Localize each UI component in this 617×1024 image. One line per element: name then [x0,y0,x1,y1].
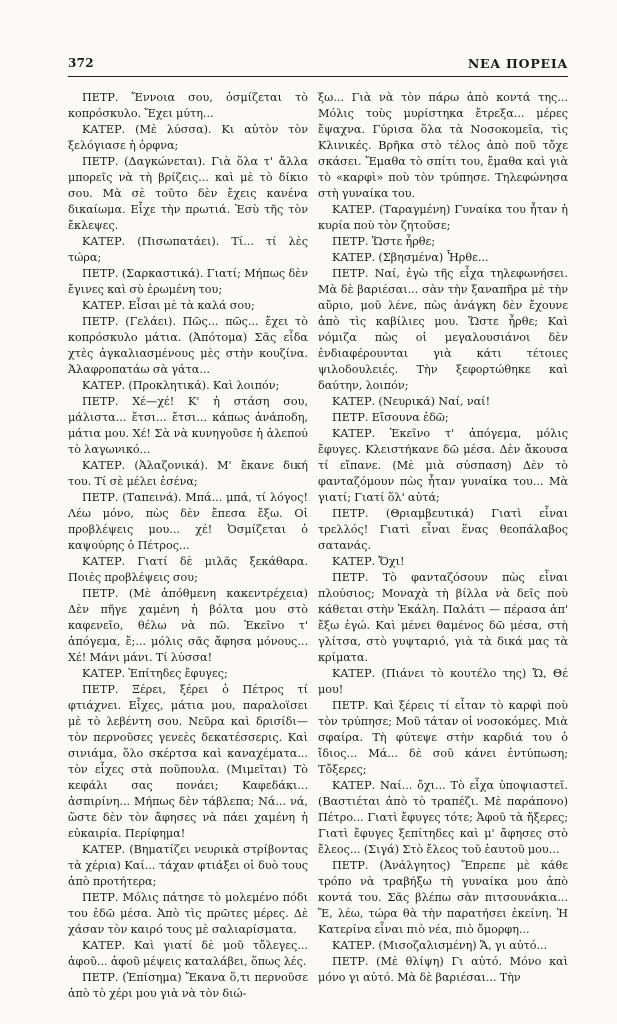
right-column [318,90,568,986]
dialogue-paragraph: ξω... Γιὰ νὰ τὸν πάρω ἀπὸ κοντά της... Μόλις τοὺς μυρίστηκα ἔτρεξα... μέρες ἔψαχνα. Γύρισα ὅλα τὰ Νοσοκομεῖα, τὶς Κλινικές. Βρῆκα στὸ τέλος ἀπὸ ποῦ τὄχε σκάσει. Ἔμαθα τὸ σπίτι του, ἔμαθα καὶ γιὰ τὸ «καρφὶ» ποὺ τὸν τρύπησε. Τηλεφώνησα στὴ γυναίκα του. [318,91,568,200]
dialogue-paragraph: ΠΕΤΡ. (Ἀνάλγητος) Ἔπρεπε μὲ κάθε τρόπο νὰ τραβήξω τὴ γυναίκα μου ἀπὸ κοντά του. Σᾶς βλέπω σὰν πιτσουνάκια... Ἔ, λέω, τώρα θὰ τὴν παρατήσει ἐκείνη. Ἡ Κατερίνα εἶναι πιὸ νέα, πιὸ ὄμορφη... [318,859,568,936]
dialogue-paragraph: ΠΕΤΡ. (Μὲ ἀπόθμενη κακεντρέχεια) Δὲν πῆγε χαμένη ἡ βόλτα μου στὸ καφενεῖο, θέλω νὰ πῶ. Ἐκεῖνο τ' ἀπόγεμα, ἔ;... μόλις σᾶς ἄφησα μόνους... Χέ! Μάνι μάνι. Τί λύσσα! [68,587,308,664]
dialogue-paragraph: ΚΑΤΕΡ. (Βηματίζει νευρικὰ στρίβοντας τὰ χέρια) Καί... τάχαν φτιάξει οἱ δυὸ τους ἀπὸ προτήτερα; [68,843,308,888]
left-column [68,90,308,1002]
dialogue-paragraph: ΚΑΤΕΡ. (Νευρικά) Ναί, ναί! [332,395,491,408]
dialogue-paragraph: ΚΑΤΕΡ. (Μισοζαλισμένη) Ἄ, γι αὐτό... [332,939,548,952]
dialogue-paragraph: ΚΑΤΕΡ. Ἐκεῖνο τ' ἀπόγεμα, μόλις ἔφυγες. Κλειστήκανε δῶ μέσα. Δὲν ἄκουσα τί εἴπανε. (Μὲ μιὰ σύσπαση) Δὲν τὸ φανταζόμουν πὼς ἦταν γυναίκα του... Μὰ γιατί; Γιατί ὅλ' αὐτά; [318,427,568,504]
dialogue-paragraph: ΠΕΤΡ. (Γελάει). Πῶς... πῶς... ἔχει τὸ κοπρόσκυλο μάτια. (Ἀπότομα) Σᾶς εἶδα χτὲς ἀγκαλιασμένους μὲς στὴν κουζίνα. Ἀλαφροπατάω σὰ γάτα... [68,315,308,376]
page-number: 372 [68,56,94,70]
dialogue-paragraph: ΚΑΤΕΡ. (Σβησμένα) Ἦρθε... [332,251,489,264]
dialogue-paragraph: ΚΑΤΕΡ. (Μὲ λύσσα). Κι αὐτὸν τὸν ξελόγιασε ἡ ὀρφνα; [68,123,308,152]
dialogue-paragraph: ΠΕΤΡ. (Σαρκαστικά). Γιατί; Μήπως δὲν ἔγινες καὶ σὺ ἐρωμένη του; [68,267,308,296]
dialogue-paragraph: ΠΕΤΡ. (Μὲ θλίψη) Γι αὐτό. Μόνο καὶ μόνο γι αὐτό. Μὰ δὲ βαριέσαι... Τὴν [318,955,568,984]
dialogue-paragraph: ΠΕΤΡ. Ξέρει, ξέρει ὁ Πέτρος τί φτιάχνει. Εἶχες, μάτια μου, παραλοϊσει μὲ τὸ λεβέντη σου. Νεῦρα καὶ δρισίδι—τὸν περνοῦσες γενεὲς δεκατέσσερις. Καὶ σινιάμα, ὅλο σκέρτσα καὶ καναχέματα... τὸν εἶχες στὰ ποῦπουλα. (Μιμεῖται) Τὸ κεφάλι σας πονάει; Καφεδάκι... ἀσπιρίνη... Μήπως δὲν τάβλεπα; Νά... νά, ὥστε δὲν τὸν ἄφησες νὰ πάει χαμένη ἡ εὐκαιρία. Περίφημα! [68,683,308,840]
dialogue-paragraph: ΠΕΤΡ. Ἔννοια σου, ὀσμίζεται τὸ κοπρόσκυλο. Ἔχει μύτη... [68,91,308,120]
dialogue-paragraph: ΚΑΤΕΡ. Ὄχι! [332,555,405,568]
dialogue-paragraph: ΠΕΤΡ. Ὥστε ἦρθε; [332,235,436,248]
dialogue-paragraph: ΠΕΤΡ. Εἴσουνα ἐδῶ; [332,411,449,424]
dialogue-paragraph: ΚΑΤΕΡ. Ναί... ὄχι... Τὸ εἶχα ὑποψιαστεῖ. (Βαστιέται ἀπὸ τὸ τραπέζι. Μὲ παράπονο) Πέτρο... Γιατὶ ἔφυγες τότε; Ἀφοῦ τὰ ἤξερες; Γιατὶ ἔφυγες ξεπίτηδες καὶ μ' ἄφησες στὸ ἔλεος... (Σιγά) Στὸ ἔλεος τοῦ ἑαυτοῦ μου... [318,779,568,856]
dialogue-paragraph: ΚΑΤΕΡ. (Ἀλαζονικά). Μ' ἔκανε δική του. Τί σὲ μέλει ἐσένα; [68,459,308,488]
dialogue-paragraph: ΠΕΤΡ. (Θριαμβευτικά) Γιατὶ εἶναι τρελλός! Γιατὶ εἶναι ἕνας θεοπάλαβος σατανάς. [318,507,568,552]
dialogue-paragraph: ΚΑΤΕΡ. (Πισωπατάει). Τί... τί λὲς τώρα; [68,235,308,264]
running-title: ΝΕΑ ΠΟΡΕΙΑ [467,56,568,71]
dialogue-paragraph: ΚΑΤΕΡ. (Πιάνει τὸ κουτέλο της) Ὤ, Θέ μου! [318,667,568,696]
dialogue-paragraph: ΚΑΤΕΡ. Εἶσαι μὲ τὰ καλά σου; [82,299,255,312]
dialogue-paragraph: ΠΕΤΡ. Τὸ φανταζόσουν πὼς εἶναι πλούσιος; Μοναχὰ τὴ βίλλα νὰ δεῖς ποὺ κάθεται στὴν Ἑκάλη. Παλάτι — πέρασα ἀπ' ἔξω ἐγώ. Καὶ μένει θαμένος δῶ μέσα, στὴ γλίτσα, στὸ γυψταριό, γιὰ τὰ δικά μας τὰ κρίματα. [318,571,568,664]
header-rule [68,76,568,77]
dialogue-paragraph: ΚΑΤΕΡ. (Ταραγμένη) Γυναίκα του ἦταν ἡ κυρία ποὺ τὸν ζητοῦσε; [318,203,568,232]
dialogue-paragraph: ΠΕΤΡ. (Ταπεινά). Μπά... μπά, τί λόγος! Λέω μόνο, πὼς δὲν ἔπεσα ἔξω. Οἱ προβλέψεις μου... χέ! Ὀσμίζεται ὁ καψούρης ὁ Πέτρος... [68,491,308,552]
dialogue-paragraph: ΚΑΤΕΡ. (Προκλητικά). Καὶ λοιπόν; [82,379,280,392]
dialogue-paragraph: ΠΕΤΡ. Ναί, ἐγὼ τῆς εἶχα τηλεφωνήσει. Μὰ δὲ βαριέσαι... σὰν τὴν ξαναπῆρα μὲ τὴν αὔριο, μοῦ λένε, πὼς ἀνάγκη δὲν ἔχουνε ἀπὸ τὶς καβίλιες μου. Ὥστε ἦρθε; Καὶ νόμιζα πὼς οἱ μεγαλουσιάνοι δὲν ἐνδιαφέρουνται γιὰ κάτι τέτοιες ψιλοδουλειές. Τὴν ξεφορτώθηκε καὶ δαύτην, λοιπόν; [318,267,568,392]
dialogue-paragraph: ΠΕΤΡ. Μόλις πάτησε τὸ μολεμένο πόδι του ἐδῶ μέσα. Ἀπὸ τὶς πρῶτες μέρες. Δὲ χάσαν τὸν καιρό τους μὲ σαλιαρίσματα. [68,891,308,936]
dialogue-paragraph: ΚΑΤΕΡ. Καὶ γιατί δὲ μοῦ τὄλεγες... ἀφοῦ... ἀφοῦ μέψεις καταλάβει, ὅπως λές. [68,939,308,968]
dialogue-paragraph: ΠΕΤΡ. (Ἐπίσημα) Ἔκανα ὅ,τι περνοῦσε ἀπὸ τὸ χέρι μου γιὰ νὰ τὸν διώ- [68,971,308,1000]
dialogue-paragraph: ΚΑΤΕΡ. Γιατί δὲ μιλᾶς ξεκάθαρα. Ποιὲς προβλέψεις σου; [68,555,308,584]
dialogue-paragraph: ΠΕΤΡ. Καὶ ξέρεις τί εἶταν τὸ καρφὶ ποὺ τὸν τρύπησε; Μοῦ τάταν οἱ νοσοκόμες. Μιὰ σφαίρα. Τὴ φύτεψε στὴν καρδιά του ὁ ἴδιος... Μά... δὲ σοῦ κάνει ἐντύπωση; Τὄξερες; [318,699,568,776]
page-header [68,56,568,76]
dialogue-paragraph: ΠΕΤΡ. (Δαγκώνεται). Γιὰ ὅλα τ' ἄλλα μπορεῖς νὰ τὴ βρίζεις... καὶ μὲ τὸ δίκιο σου. Μὰ σὲ τοῦτο δὲν ἔχεις κανένα δικαίωμα. Εἶχε τὴν πρωτιά. Ἐσὺ τῆς τὸν ἔκλεψες. [68,155,308,232]
dialogue-paragraph: ΚΑΤΕΡ. Ἐπίτηδες ἔφυγες; [82,667,228,680]
dialogue-paragraph: ΠΕΤΡ. Χέ—χέ! Κ' ἡ στάση σου, μάλιστα... ἔτσι... ἔτσι... κάπως ἀνάποδη, μάτια μου. Χέ! Σὰ νὰ κυνηγοῦσε ἡ ἀλεπού τὸ λαγωνικό... [68,395,308,456]
